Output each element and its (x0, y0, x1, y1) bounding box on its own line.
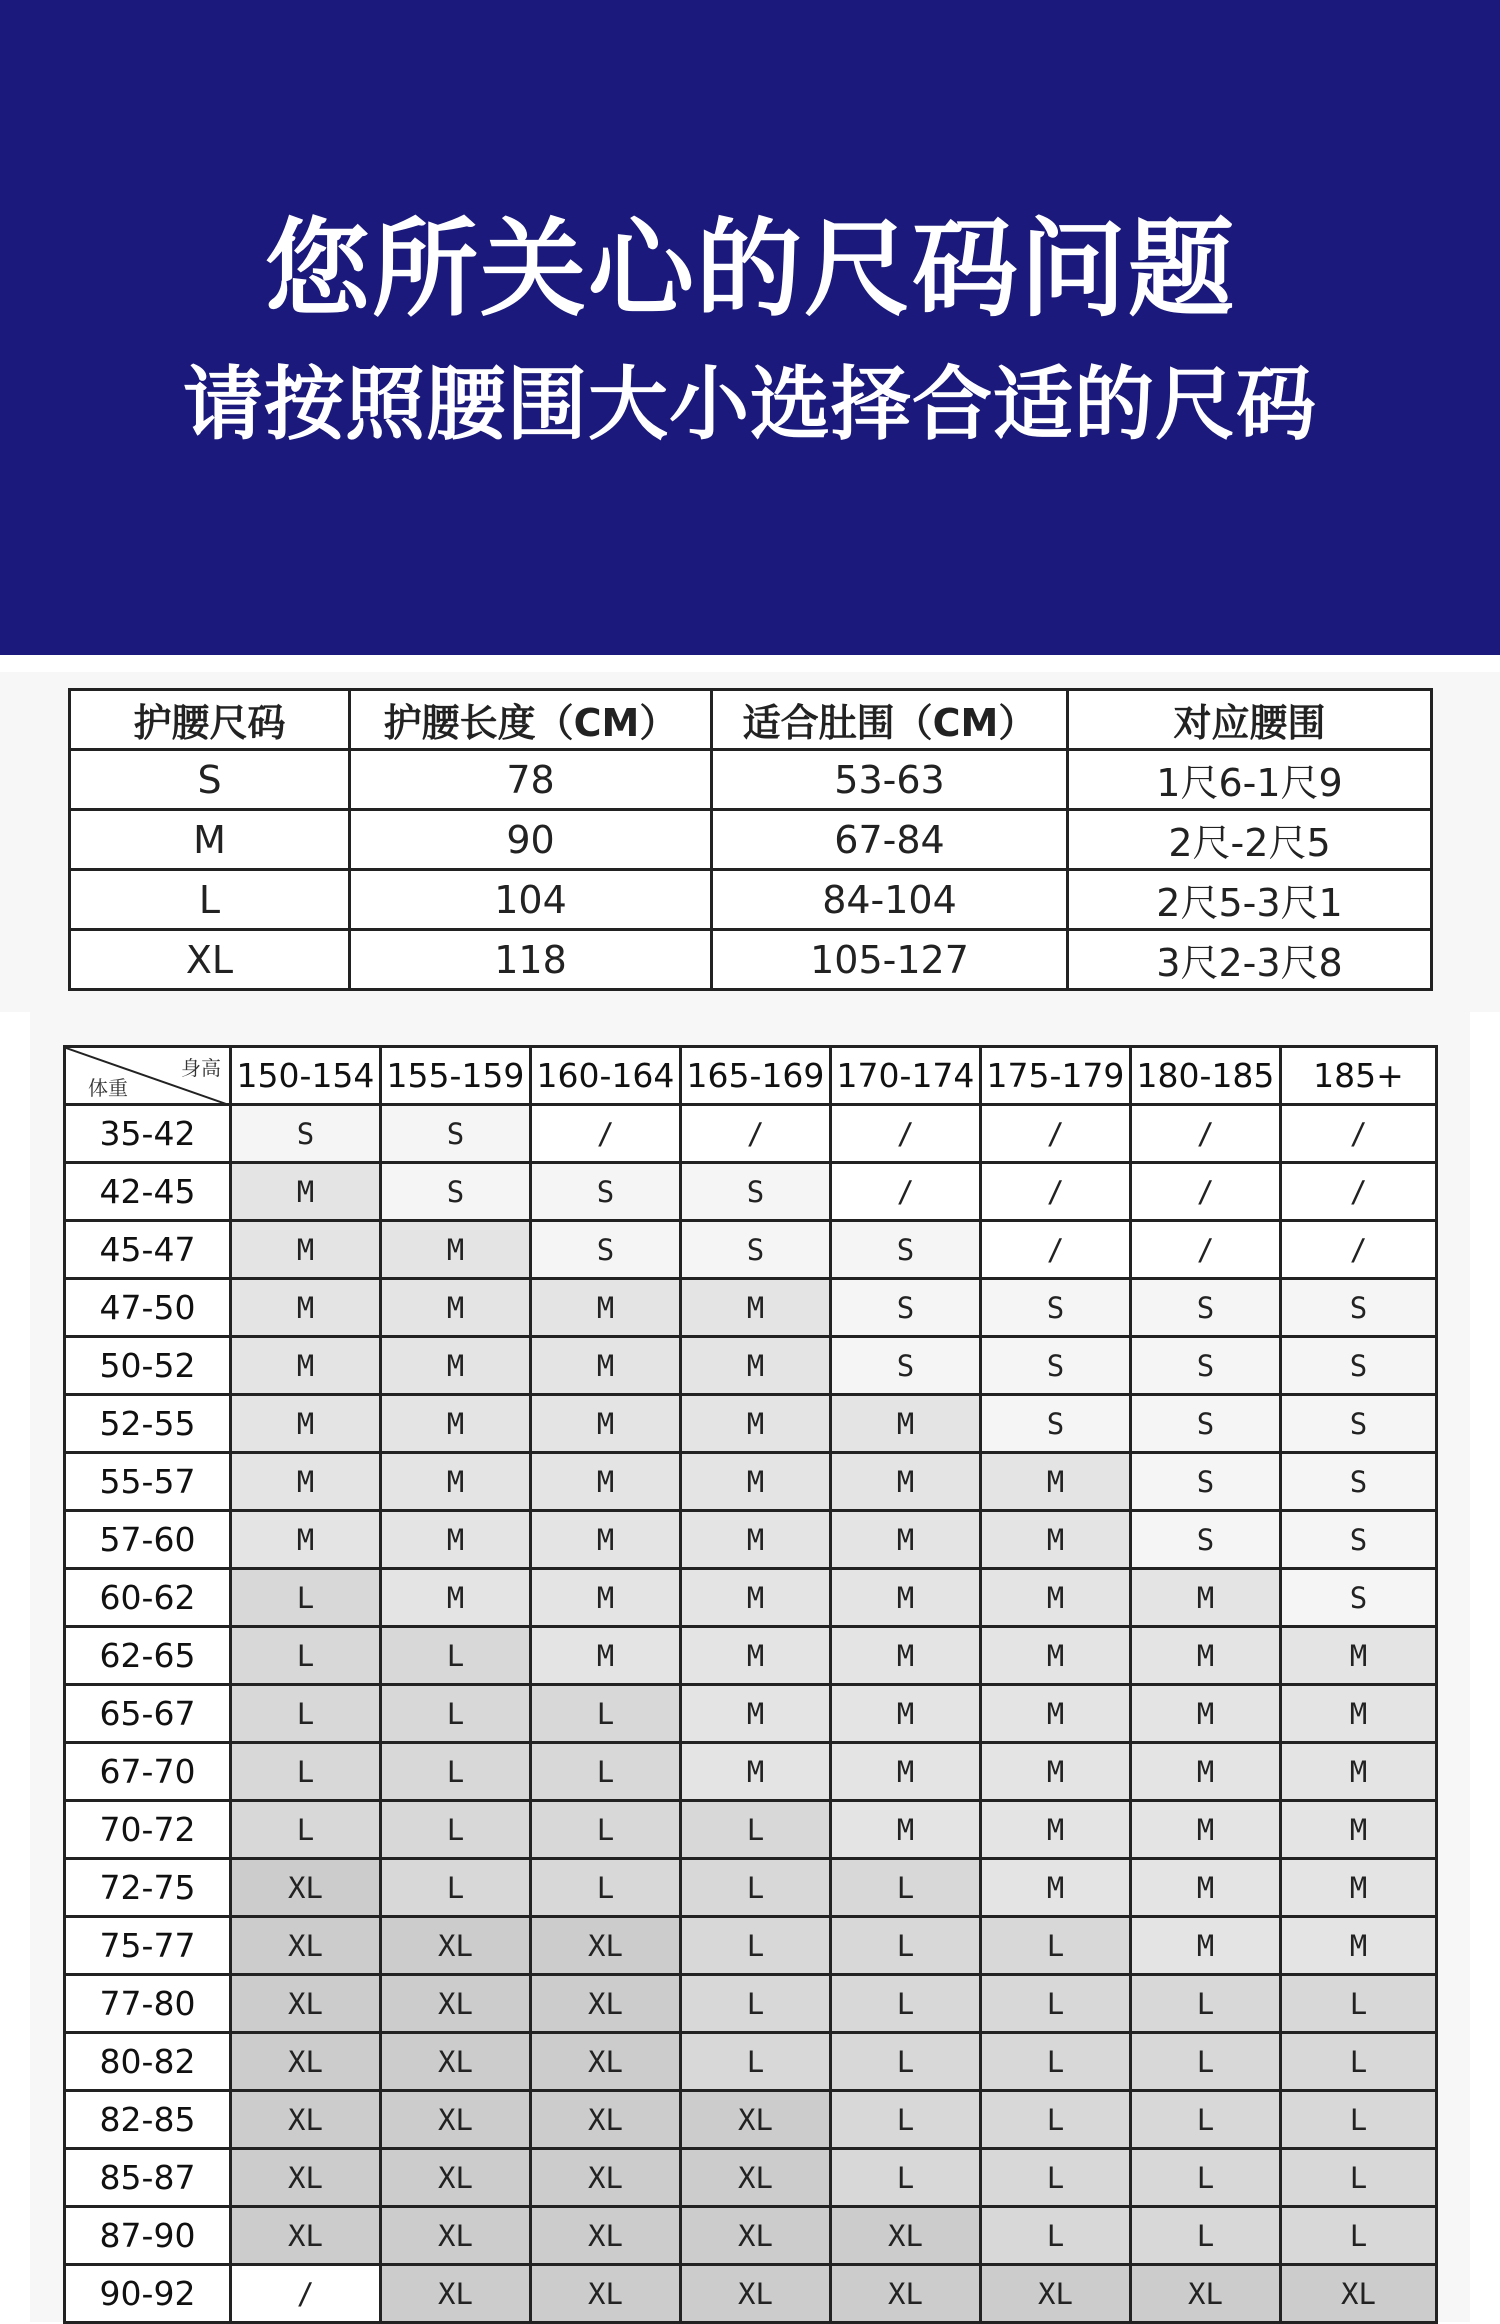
size-cell: XL (531, 2207, 681, 2265)
matrix-row (65, 2091, 1437, 2149)
size-cell: L (1131, 2149, 1281, 2207)
size-cell: XL (231, 2033, 381, 2091)
size-cell: M (1131, 1743, 1281, 1801)
weight-range-cell: 82-85 (65, 2091, 231, 2149)
size-cell: M (531, 1395, 681, 1453)
size-cell: L (831, 2149, 981, 2207)
height-range-header: 170-174 (831, 1047, 981, 1105)
matrix-row (65, 1279, 1437, 1337)
size-cell: L (981, 1975, 1131, 2033)
height-range-header: 155-159 (381, 1047, 531, 1105)
size-cell: L (1281, 1975, 1437, 2033)
matrix-row (65, 2033, 1437, 2091)
size-cell: L (231, 1743, 381, 1801)
size-cell: XL (531, 2033, 681, 2091)
size-cell: / (981, 1221, 1131, 1279)
weight-range-cell: 52-55 (65, 1395, 231, 1453)
size-cell: M (1131, 1685, 1281, 1743)
spec-cell: 84-104 (712, 870, 1068, 930)
size-cell: M (981, 1743, 1131, 1801)
weight-range-cell: 42-45 (65, 1163, 231, 1221)
size-cell: M (831, 1743, 981, 1801)
size-cell: / (981, 1105, 1131, 1163)
height-range-header: 180-185 (1131, 1047, 1281, 1105)
spec-cell: 78 (350, 750, 712, 810)
size-cell: S (831, 1337, 981, 1395)
size-cell: XL (231, 1975, 381, 2033)
size-cell: M (1131, 1801, 1281, 1859)
size-cell: L (1131, 2091, 1281, 2149)
size-cell: M (681, 1453, 831, 1511)
size-cell: / (231, 2265, 381, 2323)
size-cell: L (831, 1859, 981, 1917)
size-cell: XL (1131, 2265, 1281, 2323)
size-cell: XL (381, 1975, 531, 2033)
size-cell: M (1131, 1627, 1281, 1685)
matrix-row (65, 2149, 1437, 2207)
weight-range-cell: 50-52 (65, 1337, 231, 1395)
matrix-row (65, 1801, 1437, 1859)
size-cell: XL (531, 1917, 681, 1975)
height-range-header: 175-179 (981, 1047, 1131, 1105)
size-cell: M (981, 1627, 1131, 1685)
matrix-row (65, 1105, 1437, 1163)
size-cell: XL (381, 2207, 531, 2265)
size-cell: M (1281, 1685, 1437, 1743)
size-cell: / (1281, 1105, 1437, 1163)
size-cell: S (1281, 1279, 1437, 1337)
size-cell: L (981, 2091, 1131, 2149)
size-cell: S (681, 1163, 831, 1221)
size-cell: XL (381, 2265, 531, 2323)
size-cell: L (831, 2033, 981, 2091)
size-cell: M (1281, 1627, 1437, 1685)
size-cell: L (831, 1917, 981, 1975)
header-banner (0, 0, 1500, 655)
spec-header-cell: 护腰长度（CM） (350, 690, 712, 750)
size-cell: L (1281, 2091, 1437, 2149)
matrix-row (65, 1163, 1437, 1221)
size-cell: M (531, 1453, 681, 1511)
spec-cell: 3尺2-3尺8 (1068, 930, 1432, 990)
spec-header-cell: 护腰尺码 (70, 690, 350, 750)
size-cell: XL (531, 2265, 681, 2323)
size-cell: S (1281, 1511, 1437, 1569)
size-cell: L (1131, 2207, 1281, 2265)
size-cell: XL (1281, 2265, 1437, 2323)
size-cell: / (1281, 1163, 1437, 1221)
size-cell: XL (831, 2265, 981, 2323)
size-cell: L (681, 1801, 831, 1859)
size-cell: L (1281, 2149, 1437, 2207)
size-cell: M (1281, 1743, 1437, 1801)
size-cell: XL (231, 2149, 381, 2207)
size-cell: L (981, 2033, 1131, 2091)
size-cell: S (1281, 1337, 1437, 1395)
size-cell: M (231, 1511, 381, 1569)
size-cell: / (1131, 1105, 1281, 1163)
size-cell: / (831, 1163, 981, 1221)
size-cell: M (981, 1453, 1131, 1511)
size-cell: M (1281, 1917, 1437, 1975)
size-cell: S (1131, 1337, 1281, 1395)
banner-subtitle: 请按照腰围大小选择合适的尺码 (183, 358, 1317, 451)
height-range-header: 160-164 (531, 1047, 681, 1105)
corner-height-label: 身高 (181, 1056, 221, 1080)
size-cell: M (981, 1685, 1131, 1743)
size-cell: S (1131, 1279, 1281, 1337)
size-cell: XL (681, 2265, 831, 2323)
size-cell: M (831, 1453, 981, 1511)
size-cell: XL (531, 2149, 681, 2207)
spec-header-row (70, 690, 1432, 750)
size-cell: L (231, 1801, 381, 1859)
size-cell: L (231, 1627, 381, 1685)
matrix-row (65, 1337, 1437, 1395)
matrix-row (65, 2207, 1437, 2265)
matrix-row (65, 1453, 1437, 1511)
size-cell: M (681, 1569, 831, 1627)
weight-range-cell: 70-72 (65, 1801, 231, 1859)
weight-range-cell: 45-47 (65, 1221, 231, 1279)
matrix-row (65, 1685, 1437, 1743)
size-cell: / (1131, 1221, 1281, 1279)
size-cell: M (1131, 1569, 1281, 1627)
spec-cell: 53-63 (712, 750, 1068, 810)
weight-range-cell: 67-70 (65, 1743, 231, 1801)
matrix-header-row (65, 1047, 1437, 1105)
matrix-row (65, 1221, 1437, 1279)
matrix-row (65, 1917, 1437, 1975)
size-cell: S (981, 1337, 1131, 1395)
spec-row (70, 750, 1432, 810)
size-cell: XL (381, 2033, 531, 2091)
size-cell: M (681, 1511, 831, 1569)
size-cell: L (681, 1859, 831, 1917)
size-cell: M (381, 1337, 531, 1395)
size-cell: M (231, 1163, 381, 1221)
matrix-corner-cell (65, 1047, 231, 1105)
matrix-row (65, 2265, 1437, 2323)
size-cell: XL (231, 1859, 381, 1917)
matrix-row (65, 1395, 1437, 1453)
weight-range-cell: 55-57 (65, 1453, 231, 1511)
size-cell: S (1281, 1395, 1437, 1453)
size-cell: L (831, 1975, 981, 2033)
size-cell: M (681, 1743, 831, 1801)
size-cell: S (381, 1163, 531, 1221)
weight-range-cell: 57-60 (65, 1511, 231, 1569)
size-cell: M (981, 1859, 1131, 1917)
spec-row (70, 930, 1432, 990)
spec-cell: L (70, 870, 350, 930)
spec-cell: 90 (350, 810, 712, 870)
size-cell: XL (231, 2091, 381, 2149)
size-cell: XL (231, 1917, 381, 1975)
size-cell: L (1281, 2207, 1437, 2265)
spec-cell: 105-127 (712, 930, 1068, 990)
size-cell: M (231, 1279, 381, 1337)
spec-cell: 118 (350, 930, 712, 990)
weight-range-cell: 85-87 (65, 2149, 231, 2207)
size-cell: M (1131, 1859, 1281, 1917)
spec-cell: 67-84 (712, 810, 1068, 870)
size-cell: S (1281, 1453, 1437, 1511)
size-cell: L (981, 2149, 1131, 2207)
size-cell: L (231, 1685, 381, 1743)
spec-cell: S (70, 750, 350, 810)
size-cell: / (681, 1105, 831, 1163)
size-cell: L (1131, 2033, 1281, 2091)
weight-range-cell: 77-80 (65, 1975, 231, 2033)
height-range-header: 165-169 (681, 1047, 831, 1105)
size-cell: XL (681, 2149, 831, 2207)
size-cell: L (231, 1569, 381, 1627)
banner-title: 您所关心的尺码问题 (264, 208, 1236, 331)
size-cell: XL (231, 2207, 381, 2265)
size-cell: M (531, 1511, 681, 1569)
matrix-row (65, 1975, 1437, 2033)
spec-row (70, 810, 1432, 870)
size-cell: M (831, 1627, 981, 1685)
matrix-row (65, 1511, 1437, 1569)
size-cell: M (681, 1627, 831, 1685)
size-cell: M (831, 1395, 981, 1453)
size-cell: S (1131, 1395, 1281, 1453)
size-cell: M (831, 1511, 981, 1569)
matrix-row (65, 1743, 1437, 1801)
spec-header-cell: 适合肚围（CM） (712, 690, 1068, 750)
weight-range-cell: 80-82 (65, 2033, 231, 2091)
height-range-header: 150-154 (231, 1047, 381, 1105)
spec-cell: 1尺6-1尺9 (1068, 750, 1432, 810)
size-cell: M (831, 1801, 981, 1859)
size-cell: L (981, 2207, 1131, 2265)
spec-row (70, 870, 1432, 930)
size-cell: XL (681, 2207, 831, 2265)
height-range-header: 185+ (1281, 1047, 1437, 1105)
size-cell: / (831, 1105, 981, 1163)
size-cell: S (981, 1279, 1131, 1337)
size-cell: S (831, 1221, 981, 1279)
size-cell: S (381, 1105, 531, 1163)
corner-weight-label: 体重 (88, 1076, 128, 1100)
size-cell: L (531, 1801, 681, 1859)
size-cell: XL (381, 2091, 531, 2149)
weight-range-cell: 60-62 (65, 1569, 231, 1627)
spec-cell: 104 (350, 870, 712, 930)
size-cell: S (831, 1279, 981, 1337)
weight-range-cell: 65-67 (65, 1685, 231, 1743)
size-cell: L (1281, 2033, 1437, 2091)
size-cell: / (1131, 1163, 1281, 1221)
size-cell: XL (381, 1917, 531, 1975)
size-cell: M (531, 1627, 681, 1685)
size-cell: M (1131, 1917, 1281, 1975)
size-cell: S (531, 1221, 681, 1279)
weight-range-cell: 35-42 (65, 1105, 231, 1163)
size-cell: L (831, 2091, 981, 2149)
size-cell: M (231, 1395, 381, 1453)
matrix-row (65, 1859, 1437, 1917)
size-cell: XL (531, 2091, 681, 2149)
weight-range-cell: 87-90 (65, 2207, 231, 2265)
size-cell: XL (531, 1975, 681, 2033)
size-cell: L (381, 1743, 531, 1801)
size-cell: M (381, 1511, 531, 1569)
spec-cell: M (70, 810, 350, 870)
weight-range-cell: 47-50 (65, 1279, 231, 1337)
matrix-row (65, 1627, 1437, 1685)
size-cell: L (381, 1685, 531, 1743)
size-cell: M (531, 1337, 681, 1395)
size-spec-table (68, 688, 1433, 991)
weight-range-cell: 75-77 (65, 1917, 231, 1975)
size-cell: M (381, 1279, 531, 1337)
size-cell: M (681, 1337, 831, 1395)
spec-header-cell: 对应腰围 (1068, 690, 1432, 750)
size-cell: L (381, 1627, 531, 1685)
size-cell: S (1131, 1453, 1281, 1511)
size-cell: M (231, 1337, 381, 1395)
size-cell: M (1281, 1859, 1437, 1917)
size-cell: L (531, 1685, 681, 1743)
size-cell: XL (831, 2207, 981, 2265)
size-cell: L (531, 1859, 681, 1917)
spec-cell: 2尺-2尺5 (1068, 810, 1432, 870)
size-cell: M (681, 1279, 831, 1337)
size-cell: / (1281, 1221, 1437, 1279)
weight-range-cell: 90-92 (65, 2265, 231, 2323)
size-cell: XL (681, 2091, 831, 2149)
size-cell: L (981, 1917, 1131, 1975)
spec-cell: 2尺5-3尺1 (1068, 870, 1432, 930)
size-cell: M (231, 1221, 381, 1279)
size-cell: M (381, 1569, 531, 1627)
size-cell: S (231, 1105, 381, 1163)
size-cell: S (681, 1221, 831, 1279)
weight-range-cell: 62-65 (65, 1627, 231, 1685)
size-cell: / (531, 1105, 681, 1163)
size-cell: M (981, 1801, 1131, 1859)
size-cell: M (531, 1279, 681, 1337)
size-cell: L (381, 1801, 531, 1859)
size-cell: M (381, 1221, 531, 1279)
size-cell: S (981, 1395, 1131, 1453)
size-cell: M (381, 1395, 531, 1453)
size-cell: L (1131, 1975, 1281, 2033)
size-cell: L (531, 1743, 681, 1801)
size-cell: S (531, 1163, 681, 1221)
size-cell: M (831, 1685, 981, 1743)
size-cell: L (681, 1917, 831, 1975)
size-cell: M (831, 1569, 981, 1627)
size-cell: M (981, 1511, 1131, 1569)
size-cell: M (1281, 1801, 1437, 1859)
size-cell: S (1281, 1569, 1437, 1627)
size-cell: L (381, 1859, 531, 1917)
spec-cell: XL (70, 930, 350, 990)
size-matrix-table (63, 1045, 1438, 2324)
size-cell: XL (381, 2149, 531, 2207)
size-cell: M (681, 1685, 831, 1743)
matrix-row (65, 1569, 1437, 1627)
size-cell: M (981, 1569, 1131, 1627)
size-cell: L (681, 2033, 831, 2091)
size-cell: M (381, 1453, 531, 1511)
size-cell: M (231, 1453, 381, 1511)
size-cell: / (981, 1163, 1131, 1221)
size-cell: S (1131, 1511, 1281, 1569)
size-cell: M (531, 1569, 681, 1627)
weight-range-cell: 72-75 (65, 1859, 231, 1917)
size-cell: L (681, 1975, 831, 2033)
size-cell: XL (981, 2265, 1131, 2323)
size-cell: M (681, 1395, 831, 1453)
